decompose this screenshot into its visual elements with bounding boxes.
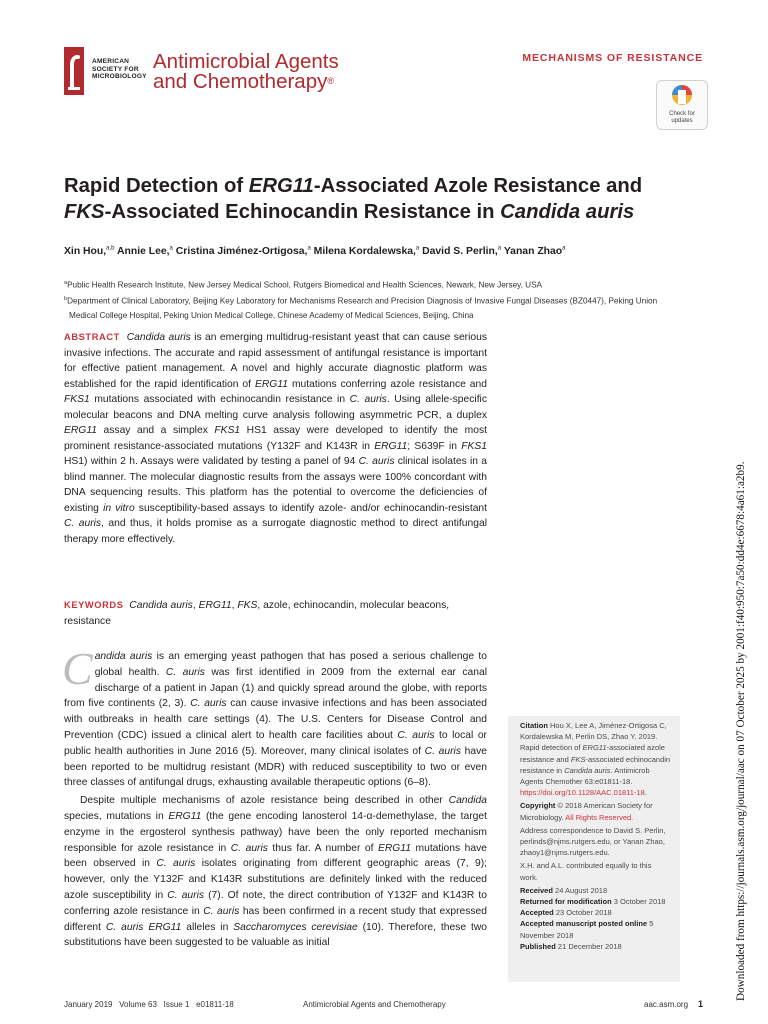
footer-journal: Antimicrobial Agents and Chemotherapy xyxy=(303,1000,446,1009)
equal-contribution: X.H. and A.L. contributed equally to this work. xyxy=(520,861,652,882)
author-name[interactable]: Yanan Zhao$^a$ xyxy=(503,246,566,258)
author-list xyxy=(64,246,704,257)
date-returned: Returned for modification 3 October 2018 xyxy=(520,897,666,907)
date-published: Published 21 December 2018 xyxy=(520,941,622,951)
journal-title: Antimicrobial Agents and Chemotherapy® xyxy=(153,50,339,93)
keywords: KEYWORDS Candida auris, ERG11, FKS, azole, echinocandin, molecular beacons, resistance xyxy=(64,600,450,627)
citation: Citation Hou X, Lee A, Jiménez-Ortigosa C, Kordalewska M, Perlin DS, Zhao Y. 2019. Rapid detection of ERG11-associated azole resistance and FKS-associated echinocandin resistance in Candida auris. Antimicrob Agents Chemother 63:e01811-18. https://doi.org/10.1128/AAC.01811-18. xyxy=(520,721,671,798)
author-name[interactable]: Milena Kordalewska,$^a$ xyxy=(313,246,420,258)
copyright: Copyright © 2018 American Society for Microbiology. All Rights Reserved. xyxy=(520,801,653,822)
page-number: 1 xyxy=(698,999,704,1009)
author-name[interactable]: Xin Hou,$^{a,b}$ xyxy=(64,246,115,258)
download-notice: Downloaded from https://journals.asm.org/journal/aac on 07 October 2025 by 2001:f40:950:7a50:dd4e:6678:4a61:a2b9. xyxy=(735,461,747,1001)
asm-logo-icon xyxy=(64,47,84,95)
drop-cap: C xyxy=(62,643,93,694)
footer-website-link[interactable]: aac.asm.org xyxy=(644,1000,689,1009)
crossmark-icon xyxy=(671,84,693,110)
paragraph: Candida auris is an emerging yeast pathogen that has posed a serious challenge to global health. C. auris was first identified in 2009 from the external ear canal discharge of a patient in Japan (1) and quickly spread around the globe, with reports from five continents (2, 3). C. auris can cause invasive infections and has been associated with outbreaks in health care settings (4). The U.S. Centers for Disease Control and Prevention (CDC) issued a clinical alert to health care facilities about C. auris to local or public health authorities in June 2016 (5). Moreover, many clinical isolates of C. auris have been reported to be multidrug resistant (MDR) with reduced susceptibility to two or even three classes of antifungal drugs, exhausting available therapeutic options (6–8). xyxy=(62,643,488,789)
paragraph: Despite multiple mechanisms of azole resistance being described in other Candida species, mutations in ERG11 (the gene encoding lanosterol 14-α-demethylase, the target enzyme in the ergosterol synthesis pathway) have been the only reported mechanism responsible for azole resistance in C. auris thus far. A number of ERG11 mutations have been observed in C. auris isolates originating from different geographic areas (7, 9); however, only the Y132F and K143R substitutions are definitely linked with the reduced azole susceptibility in C. auris (7). Of note, the direct contribution of Y132F and K143R to conferring azole resistance in C. auris has been confirmed in a recent study that expressed different C. auris ERG11 alleles in Saccharomyces cerevisiae (10). Therefore, these two substitutions have been suggested to be valuable as initial xyxy=(64,795,487,949)
date-posted-online: Accepted manuscript posted online 5 November 2018 xyxy=(520,919,654,940)
author-name[interactable]: Annie Lee,$^a$ xyxy=(117,246,173,258)
correspondence: Address correspondence to David S. Perlin, perlinds@njms.rutgers.edu, or Yanan Zhao, zhaoy1@njms.rutgers.edu. xyxy=(520,825,666,858)
affiliation-a: $^a$Public Health Research Institute, New Jersey Medical School, Rutgers Biomedical and Health Sciences, Newark, New Jersey, USA xyxy=(64,280,542,290)
keywords-heading: KEYWORDS xyxy=(64,600,124,610)
doi-link[interactable]: https://doi.org/10.1128/AAC.01811-18 xyxy=(520,788,645,798)
article-info-sidebar xyxy=(508,716,680,982)
section-label: MECHANISMS OF RESISTANCE xyxy=(522,52,703,64)
date-received: Received 24 August 2018 xyxy=(520,885,608,895)
society-name: AMERICAN SOCIETY FOR MICROBIOLOGY xyxy=(92,58,147,81)
body-text xyxy=(62,643,488,951)
date-accepted: Accepted 23 October 2018 xyxy=(520,908,612,918)
affiliation-b: $^b$Department of Clinical Laboratory, Beijing Key Laboratory for Mechanisms Research and Precision Diagnosis of Invasive Fungal Diseases (BZ0447), Peking Union Medical College Hospital, Peking Union Medical College, Chinese Academy of Medical Sciences, Beijing, China xyxy=(64,296,658,320)
article-title: Rapid Detection of ERG11-Associated Azole Resistance and FKS-Associated Echinocandin Resistance in Candida auris xyxy=(64,175,643,223)
author-name[interactable]: Cristina Jiménez-Ortigosa,$^a$ xyxy=(175,246,311,258)
author-name[interactable]: David S. Perlin,$^a$ xyxy=(422,246,502,258)
check-for-updates-button[interactable]: Check for updates xyxy=(656,80,708,130)
footer-issue-info: January 2019 Volume 63 Issue 1 e01811-18 xyxy=(64,1000,234,1009)
abstract: ABSTRACT Candida auris is an emerging multidrug-resistant yeast that can cause serious invasive infections. The accurate and rapid assessment of antifungal resistance is important for effective patient management. A novel and highly accurate diagnostic platform was established for the rapid identification of ERG11 mutations conferring azole resistance and FKS1 mutations associated with echinocandin resistance in C. auris. Using allele-specific molecular beacons and DNA melting curve analysis following asymmetric PCR, a duplex ERG11 assay and a simplex FKS1 HS1 assay were developed to identify the most prominent resistance-associated mutations (Y132F and K143R in ERG11; S639F in FKS1 HS1) within 2 h. Assays were validated by testing a panel of 94 C. auris clinical isolates in a blind manner. The molecular diagnostic results from the assays were 100% concordant with DNA sequencing results. This platform has the potential to overcome the deficiencies of existing in vitro susceptibility-based assays to identify azole- and/or echinocandin-resistant C. auris, and thus, it holds promise as a surrogate diagnostic method to direct antifungal therapy more effectively. xyxy=(64,332,488,545)
abstract-heading: ABSTRACT xyxy=(64,332,120,342)
